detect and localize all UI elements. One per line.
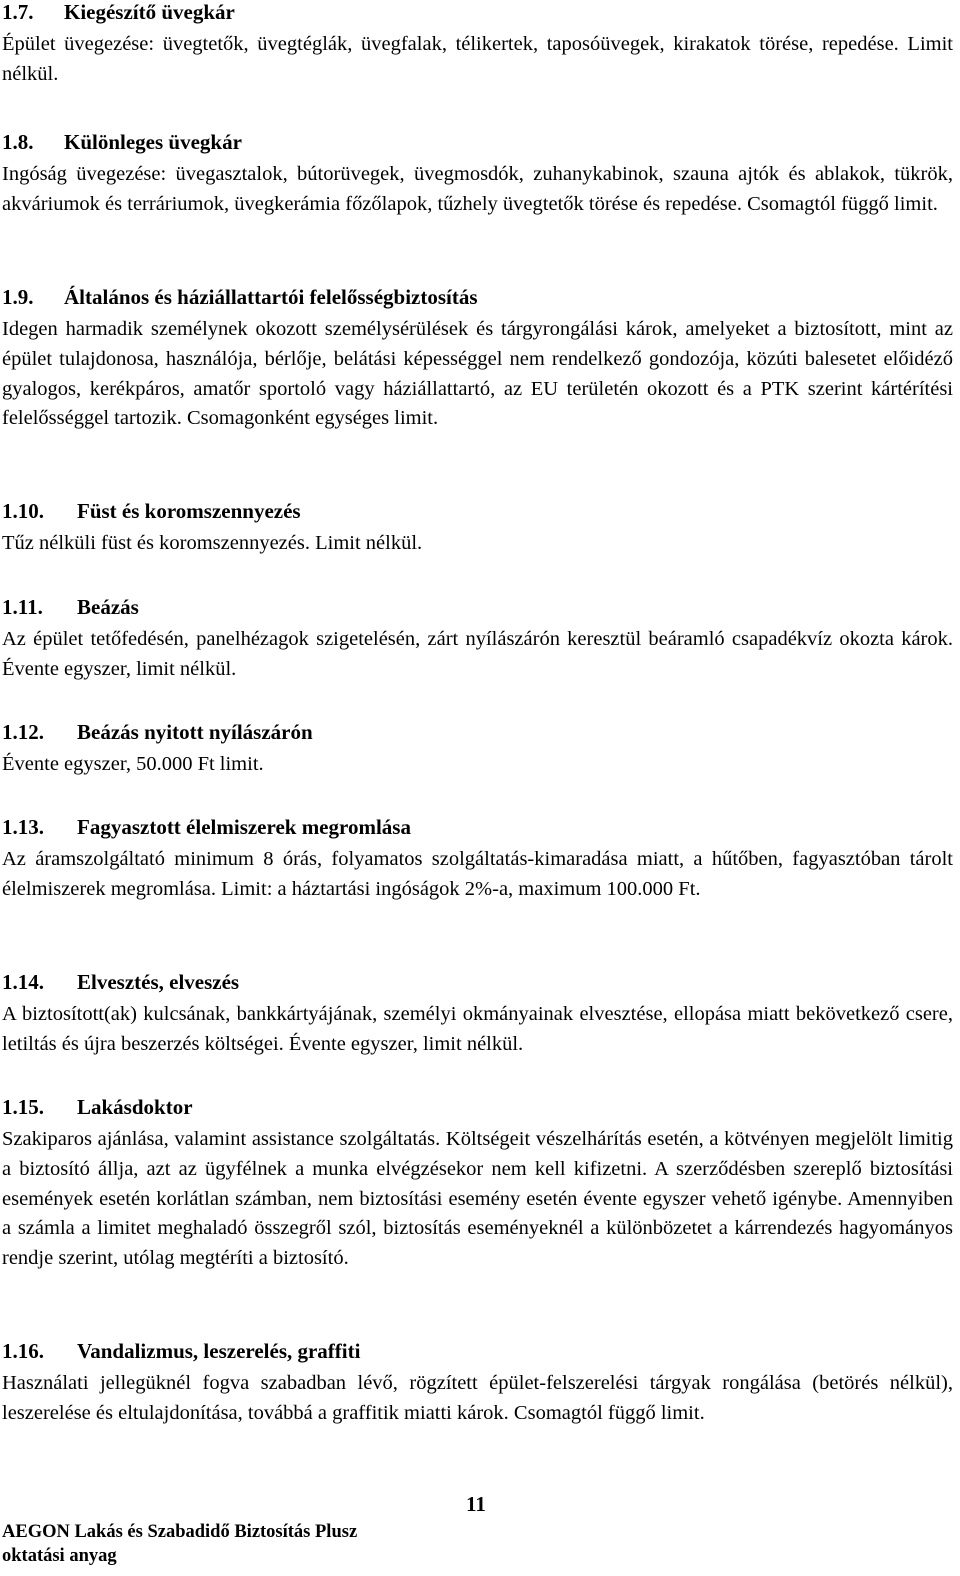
section-text: Használati jellegüknél fogva szabadban lévő, rögzített épület-felszerelési tárgyak rongálása (betörés nélkül), leszerelése és eltulajdonítása, továbbá a graffitik miatti károk. Csomagtól függő limit.	[2, 1372, 953, 1424]
section-number: 1.11.	[2, 595, 43, 619]
section-text: Évente egyszer, 50.000 Ft limit.	[2, 753, 264, 775]
section-heading	[2, 285, 953, 309]
section-heading	[2, 815, 953, 839]
page-footer	[2, 1520, 357, 1568]
section-1-15	[2, 1095, 953, 1274]
section-text: Épület üvegezése: üvegtetők, üvegtéglák, üvegfalak, télikertek, taposóüvegek, kirakatok törése, repedése. Limit nélkül.	[2, 33, 953, 85]
section-heading	[2, 499, 953, 523]
section-text: Az áramszolgáltató minimum 8 órás, folyamatos szolgáltatás-kimaradása miatt, a hűtőben, fagyasztóban tárolt élelmiszerek megromlása. Limit: a háztartási ingóságok 2%-a, maximum 100.000 Ft.	[2, 848, 953, 900]
section-title: Általános és háziállattartói felelősségbiztosítás	[64, 285, 478, 309]
section-number: 1.10.	[2, 499, 44, 523]
section-title: Beázás	[77, 595, 139, 619]
section-text: A biztosított(ak) kulcsának, bankkártyájának, személyi okmányainak elvesztése, ellopása miatt bekövetkező csere, letiltás és újra beszerzés költségei. Évente egyszer, limit nélkül.	[2, 1003, 953, 1055]
section-number: 1.9.	[2, 285, 34, 309]
section-1-13	[2, 815, 953, 905]
footer-title: AEGON Lakás és Szabadidő Biztosítás Plusz	[2, 1522, 358, 1542]
section-1-14	[2, 970, 953, 1060]
section-title: Füst és koromszennyezés	[77, 499, 301, 523]
section-text: Ingóság üvegezése: üvegasztalok, bútorüvegek, üvegmosdók, zuhanykabinok, szauna ajtók és ablakok, tükrök, akváriumok és terráriumok, üvegkerámia főzőlapok, tűzhely üvegtetők törése és repedése. Csomagtól függő limit.	[2, 163, 953, 215]
section-number: 1.15.	[2, 1095, 44, 1119]
section-title: Fagyasztott élelmiszerek megromlása	[77, 815, 411, 839]
section-1-7	[2, 0, 953, 90]
section-text: Szakiparos ajánlása, valamint assistance szolgáltatás. Költségeit vészelhárítás esetén, a kötvényen megjelölt limitig a biztosító állja, azt az ügyfélnek a munka elvégzésekor nem kell kifizetni. A szerződésben szereplő biztosítási események esetén korlátlan számban, nem biztosítási esemény esetén évente egyszer vehető igénybe. Amennyiben a számla a limitet meghaladó összegről szól, biztosítás eseményeknél a különbözetet a kárrendezés hagyományos rendje szerint, utólag megtéríti a biztosító.	[2, 1128, 953, 1270]
section-1-10	[2, 499, 953, 559]
section-title: Kiegészítő üvegkár	[64, 0, 235, 24]
page-number: 11	[466, 1492, 486, 1516]
section-number: 1.8.	[2, 130, 34, 154]
section-number: 1.13.	[2, 815, 44, 839]
section-heading	[2, 970, 953, 994]
section-title: Különleges üvegkár	[64, 130, 242, 154]
section-title: Vandalizmus, leszerelés, graffiti	[77, 1339, 361, 1363]
section-heading	[2, 720, 953, 744]
section-1-8	[2, 130, 953, 220]
section-title: Elvesztés, elveszés	[77, 970, 240, 994]
section-heading	[2, 1339, 953, 1363]
footer-subtitle: oktatási anyag	[2, 1546, 117, 1566]
section-1-16	[2, 1339, 953, 1429]
section-heading	[2, 0, 953, 24]
section-1-12	[2, 720, 953, 780]
section-text: Az épület tetőfedésén, panelhézagok szigetelésén, zárt nyílászárón keresztül beáramló csapadékvíz okozta károk. Évente egyszer, limit nélkül.	[2, 628, 953, 680]
section-number: 1.12.	[2, 720, 44, 744]
section-number: 1.14.	[2, 970, 44, 994]
section-1-9	[2, 285, 953, 434]
section-text: Tűz nélküli füst és koromszennyezés. Limit nélkül.	[2, 532, 423, 554]
section-heading	[2, 595, 953, 619]
section-text: Idegen harmadik személynek okozott személysérülések és tárgyrongálási károk, amelyeket a biztosított, mint az épület tulajdonosa, használója, bérlője, belátási képességgel nem rendelkező gondozója, közúti balesetet előidéző gyalogos, kerékpáros, amatőr sportoló vagy háziállattartó, az EU területén okozott és a PTK szerint kártérítési felelősséggel tartozik. Csomagonként egységes limit.	[2, 318, 953, 430]
section-title: Beázás nyitott nyílászárón	[77, 720, 313, 744]
section-1-11	[2, 595, 953, 685]
section-number: 1.7.	[2, 0, 34, 24]
section-heading	[2, 130, 953, 154]
section-number: 1.16.	[2, 1339, 44, 1363]
section-title: Lakásdoktor	[77, 1095, 193, 1119]
section-heading	[2, 1095, 953, 1119]
